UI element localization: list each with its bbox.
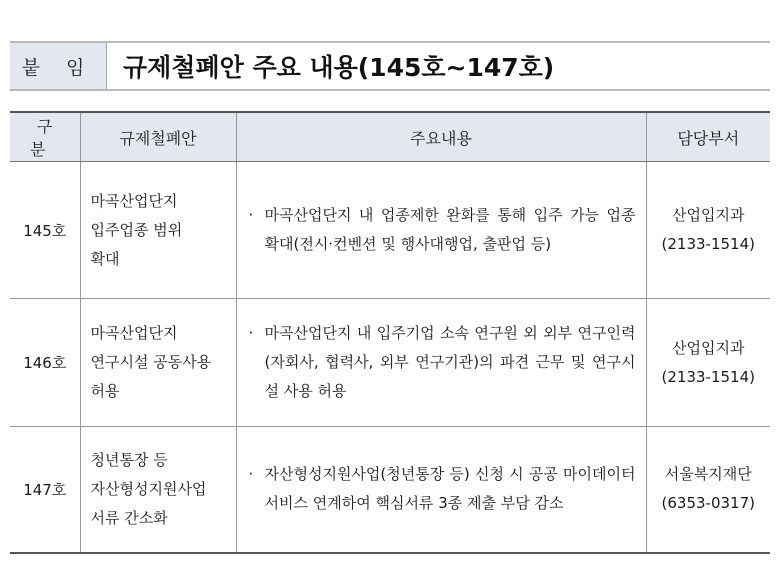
row-name-line: 연구시설 공동사용 [90, 353, 212, 371]
dept-phone: (6353-0317) [661, 494, 755, 513]
header-name: 규제철폐안 [80, 112, 236, 162]
row-dept [646, 162, 770, 299]
row-name [80, 427, 236, 553]
row-name-line: 서류 간소화 [90, 508, 168, 527]
row-dept [646, 427, 770, 553]
row-number: 147호 [10, 427, 80, 553]
row-content-text: 자산형성지원사업(청년통장 등) 신청 시 공공 마이데이터 서비스 연계하여 핵심서류 3종 제출 부담 감소 [264, 465, 636, 513]
row-name-line: 자산형성지원사업 [90, 479, 207, 498]
dept-name: 산업입지과 [672, 206, 745, 224]
header-no: 구 분 [10, 112, 80, 162]
regulation-table [10, 111, 770, 554]
table-row [10, 162, 770, 299]
bullet-mark: · [248, 324, 254, 342]
title-box [10, 41, 770, 91]
dept-phone: (2133-1514) [661, 235, 755, 253]
row-name-line: 마곡산업단지 [90, 191, 178, 210]
row-name-line: 청년통장 등 [90, 450, 168, 469]
header-content: 주요내용 [236, 112, 646, 162]
dept-name: 산업입지과 [672, 338, 745, 357]
row-content [236, 162, 646, 299]
table-row [10, 427, 770, 553]
dept-phone: (2133-1514) [661, 367, 755, 386]
table-header-row [10, 112, 770, 162]
row-number: 146호 [10, 299, 80, 427]
row-name-line: 허용 [90, 382, 120, 400]
bullet-mark: · [248, 465, 254, 484]
row-content [236, 427, 646, 553]
page-title: 규제철폐안 주요 내용(145호~147호) [123, 53, 555, 82]
title-label: 붙 임 [10, 43, 107, 89]
row-name-line: 입주업종 범위 [90, 220, 183, 239]
row-name-line: 확대 [90, 249, 120, 268]
row-name [80, 162, 236, 299]
row-number: 145호 [10, 162, 80, 299]
row-name-line: 마곡산업단지 [90, 324, 178, 342]
row-content-text: 마곡산업단지 내 입주기업 소속 연구원 외 외부 연구인력(자회사, 협력사, 외부 연구기관)의 파견 근무 및 연구시설 사용 허용 [264, 324, 636, 400]
row-name [80, 299, 236, 427]
row-content [236, 299, 646, 427]
row-content-text: 마곡산업단지 내 업종제한 완화를 통해 입주 가능 업종 확대(전시·컨벤션 및 행사대행업, 출판업 등) [264, 206, 636, 253]
bullet-mark: · [248, 206, 254, 224]
row-dept [646, 299, 770, 427]
dept-name: 서울복지재단 [664, 465, 752, 484]
header-dept: 담당부서 [646, 112, 770, 162]
table-row [10, 299, 770, 427]
